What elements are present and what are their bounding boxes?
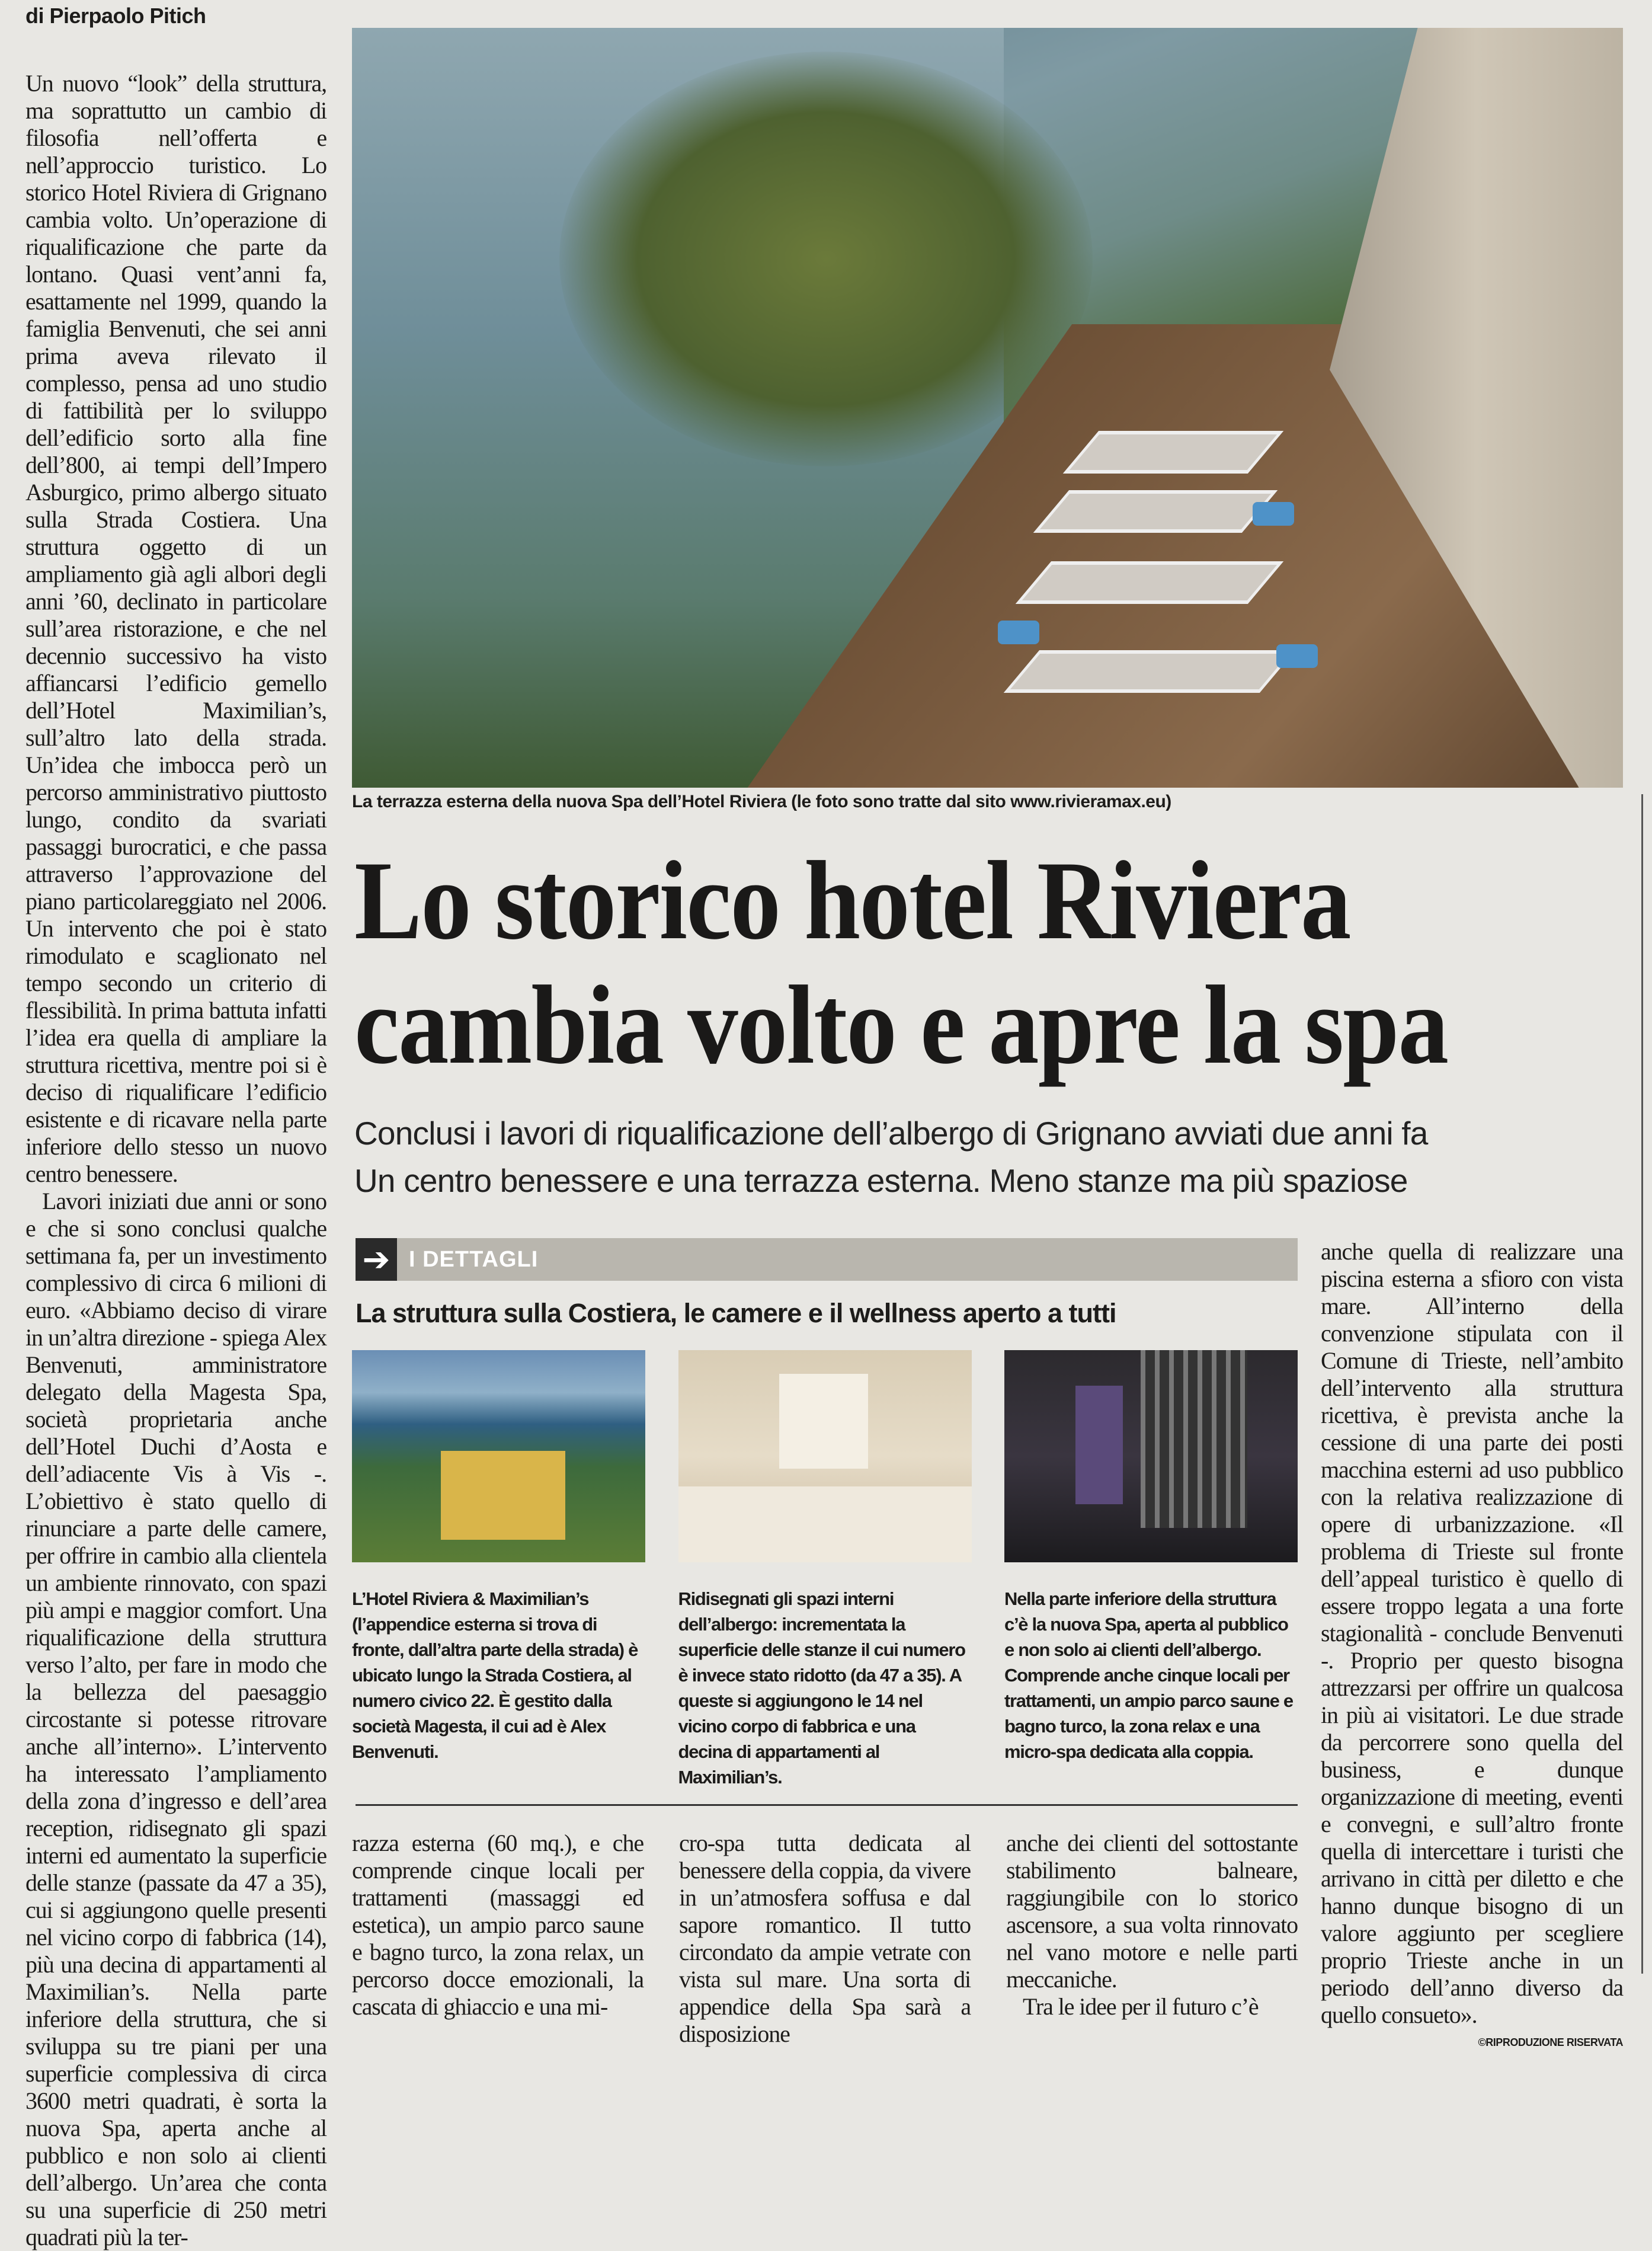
photo-lounger [1016, 561, 1283, 604]
photo-building [441, 1451, 565, 1540]
main-photo-caption: La terrazza esterna della nuova Spa dell’Hotel Riviera (le foto sono tratte dal sito www.rivieramax.eu) [352, 792, 1171, 811]
paragraph: cro-spa tutta dedicata al benessere della coppia, da vivere in un’atmosfera soffusa e dal sapore romantico. Il tutto circondato da ampie vetrate con vista sul mare. Una sorta di appendice della Spa sarà a disposizione [679, 1830, 971, 2047]
photo-lounger [1063, 431, 1283, 474]
photo-bed [678, 1486, 972, 1562]
article-column-bottom-1 [352, 1830, 643, 2048]
photo-lounger [1004, 650, 1295, 693]
paragraph: Lavori iniziati due anni or sono e che si sono conclusi qualche settimana fa, per un investimento complessivo di circa 6 milioni di euro. «Abbiamo deciso di virare in un’altra direzione - spiega Alex Benvenuti, amministratore delegato della Magesta Spa, società proprietaria anche dell’Hotel Duchi d’Aosta e dell’adiacente Vis à Vis -. L’obiettivo è stato quello di rinunciare a parte delle camere, per offrire in cambio alla clientela un ambiente rinnovato, con spazi più ampi e maggior comfort. Una riqualificazione della struttura verso l’alto, per fare in modo che la bellezza del paesaggio circostante si potesse ritrovare anche all’interno». L’intervento ha interessato l’ampliamento della zona d’ingresso e dell’area reception, ridisegnato gli spazi interni ed aumentato la superficie delle stanze (passate da 47 a 35), cui si aggiungono quelle presenti nel vicino corpo di fabbrica (14), più una decina di appartamenti al Maximilian’s. Nella parte inferiore della struttura, che si sviluppa su tre piani per una superficie complessiva di circa 3600 metri quadrati, è sorta la nuova Spa, aperta anche al pubblico e non solo ai clienti dell’albergo. Un’area che conta su una superficie di 250 metri quadrati più la ter- [25, 1188, 326, 2250]
headline-line-2: cambia volto e apre la spa [354, 963, 1448, 1088]
article-column-right [1321, 1238, 1623, 2056]
photo-spa-interior [1004, 1350, 1298, 1562]
details-section [352, 1350, 1298, 2048]
article-column-bottom-2 [679, 1830, 971, 2048]
details-subhead: La struttura sulla Costiera, le camere e il wellness aperto a tutti [356, 1298, 1116, 1328]
photo-towel [998, 621, 1039, 644]
photo-hotel-exterior [352, 1350, 645, 1562]
photo-trees [559, 52, 1093, 466]
divider [356, 1804, 1298, 1806]
photo-purple-light [1075, 1386, 1123, 1504]
photo-towel [1276, 644, 1318, 668]
article-column-left [25, 70, 326, 2251]
paragraph: anche quella di realizzare una piscina esterna a sfioro con vista mare. All’interno della convenzione stipulata con il Comune di Trieste, nell’ambito dell’intervento alla struttura ricettiva, è prevista anche la cessione di una parte dei posti macchina esterni ad uso pubblico con la relativa realizzazione di opere di urbanizzazione. «Il problema di Trieste sul fronte dell’appeal turistico è quello di essere troppo legata a una forte stagionalità - conclude Benvenuti -. Proprio per questo bisogna attrezzarsi per offrire un qualcosa in più ai visitatori. Le due strade da percorrere sono quella del business, e dunque organizzazione di meeting, eventi e convegni, e sull’altro fronte quella di intercettare i turisti che arrivano in città per diletto e che hanno dunque bisogno di un valore aggiunto per scegliere proprio Trieste anche in un periodo dell’anno diverso da quello consueto». [1321, 1238, 1623, 2028]
headline-line-1: Lo storico hotel Riviera [354, 839, 1350, 963]
photo-glass-wall [1141, 1350, 1247, 1528]
photo-towel [1253, 502, 1294, 526]
byline: di Pierpaolo Pitich [25, 4, 206, 28]
paragraph: Un nuovo “look” della struttura, ma soprattutto un cambio di filosofia nell’offerta e nell’approccio turistico. Lo storico Hotel Riviera di Grignano cambia volto. Un’operazione di riqualificazione che parte da lontano. Quasi vent’anni fa, esattamente nel 1999, quando la famiglia Benvenuti, che sei anni prima aveva rilevato il complesso, pensa ad uno studio di fattibilità per lo sviluppo dell’edificio sorto alla fine dell’800, ai tempi dell’Impero Asburgico, primo albergo situato sulla Strada Costiera. Una struttura oggetto di un ampliamento già agli albori degli anni ’60, declinato in particolare sull’area ristorazione, e che nel decennio successivo ha visto affiancarsi l’edificio gemello dell’Hotel Maximilian’s, sull’altro lato della strada. Un’idea che imbocca però un percorso amministrativo piuttosto lungo, condito da svariati passaggi burocratici, e che passa attraverso l’approvazione del piano particolareggiato nel 2006. Un intervento che poi è stato rimodulato e scaglionato nel tempo secondo un criterio di flessibilità. In prima battuta infatti l’idea era quella di ampliare la struttura ricettiva, mentre poi si è deciso di riqualificare l’edificio esistente e di ricavare nella parte inferiore dello stesso un nuovo centro benessere. [25, 70, 326, 1187]
photo-caption-1: L’Hotel Riviera & Maximilian’s (l’appendice esterna si trova di fronte, dall’altra parte della strada) è ubicato lungo la Strada Costiera, al numero civico 22. È gestito dalla società Magesta, il cui ad è Alex Benvenuti. [352, 1588, 638, 1762]
bottom-columns [352, 1830, 1298, 2048]
article-column-bottom-3 [1006, 1830, 1298, 2048]
paragraph: anche dei clienti del sottostante stabilimento balneare, raggiungibile con lo storico ascensore, a sua volta rinnovato nel vano motore e nelle parti meccaniche. [1006, 1830, 1298, 1993]
photo-cell [678, 1350, 972, 1790]
arrow-right-icon: ➔ [356, 1238, 397, 1281]
paragraph: razza esterna (60 mq.), e che comprende cinque locali per trattamenti (massaggi ed estetica), un ampio parco saune e bagno turco, la zona relax, un percorso docce emozionali, la cascata di ghiaccio e una mi- [352, 1830, 643, 2020]
photo-window [779, 1374, 868, 1469]
details-bar [356, 1238, 1298, 1281]
photo-cell [352, 1350, 645, 1790]
photo-lounger [1033, 490, 1278, 533]
photo-cell [1004, 1350, 1298, 1790]
photo-caption-2: Ridisegnati gli spazi interni dell’albergo: incrementata la superficie delle stanze il cui numero è invece stato ridotto (da 47 a 35). A queste si aggiungono le 14 nel vicino corpo di fabbrica e una decina di appartamenti al Maximilian’s. [678, 1588, 965, 1788]
details-label: I DETTAGLI [409, 1247, 539, 1272]
main-photo-spa-terrace [352, 28, 1623, 788]
page-border-line [1641, 794, 1643, 1974]
photo-caption-3: Nella parte inferiore della struttura c’è la nuova Spa, aperta al pubblico e non solo ai clienti dell’albergo. Comprende anche cinque locali per trattamenti, un ampio parco saune e bagno turco, la zona relax e una micro-spa dedicata alla coppia. [1004, 1588, 1293, 1762]
photo-hotel-room [678, 1350, 972, 1562]
subtitle-line-2: Un centro benessere e una terrazza esterna. Meno stanze ma più spaziose [354, 1162, 1408, 1199]
paragraph: Tra le idee per il futuro c’è [1023, 1993, 1259, 2020]
photo-row [352, 1350, 1298, 1790]
copyright-notice: ©RIPRODUZIONE RISERVATA [1478, 2036, 1623, 2048]
subtitle-line-1: Conclusi i lavori di riqualificazione dell’albergo di Grignano avviati due anni fa [354, 1115, 1428, 1152]
